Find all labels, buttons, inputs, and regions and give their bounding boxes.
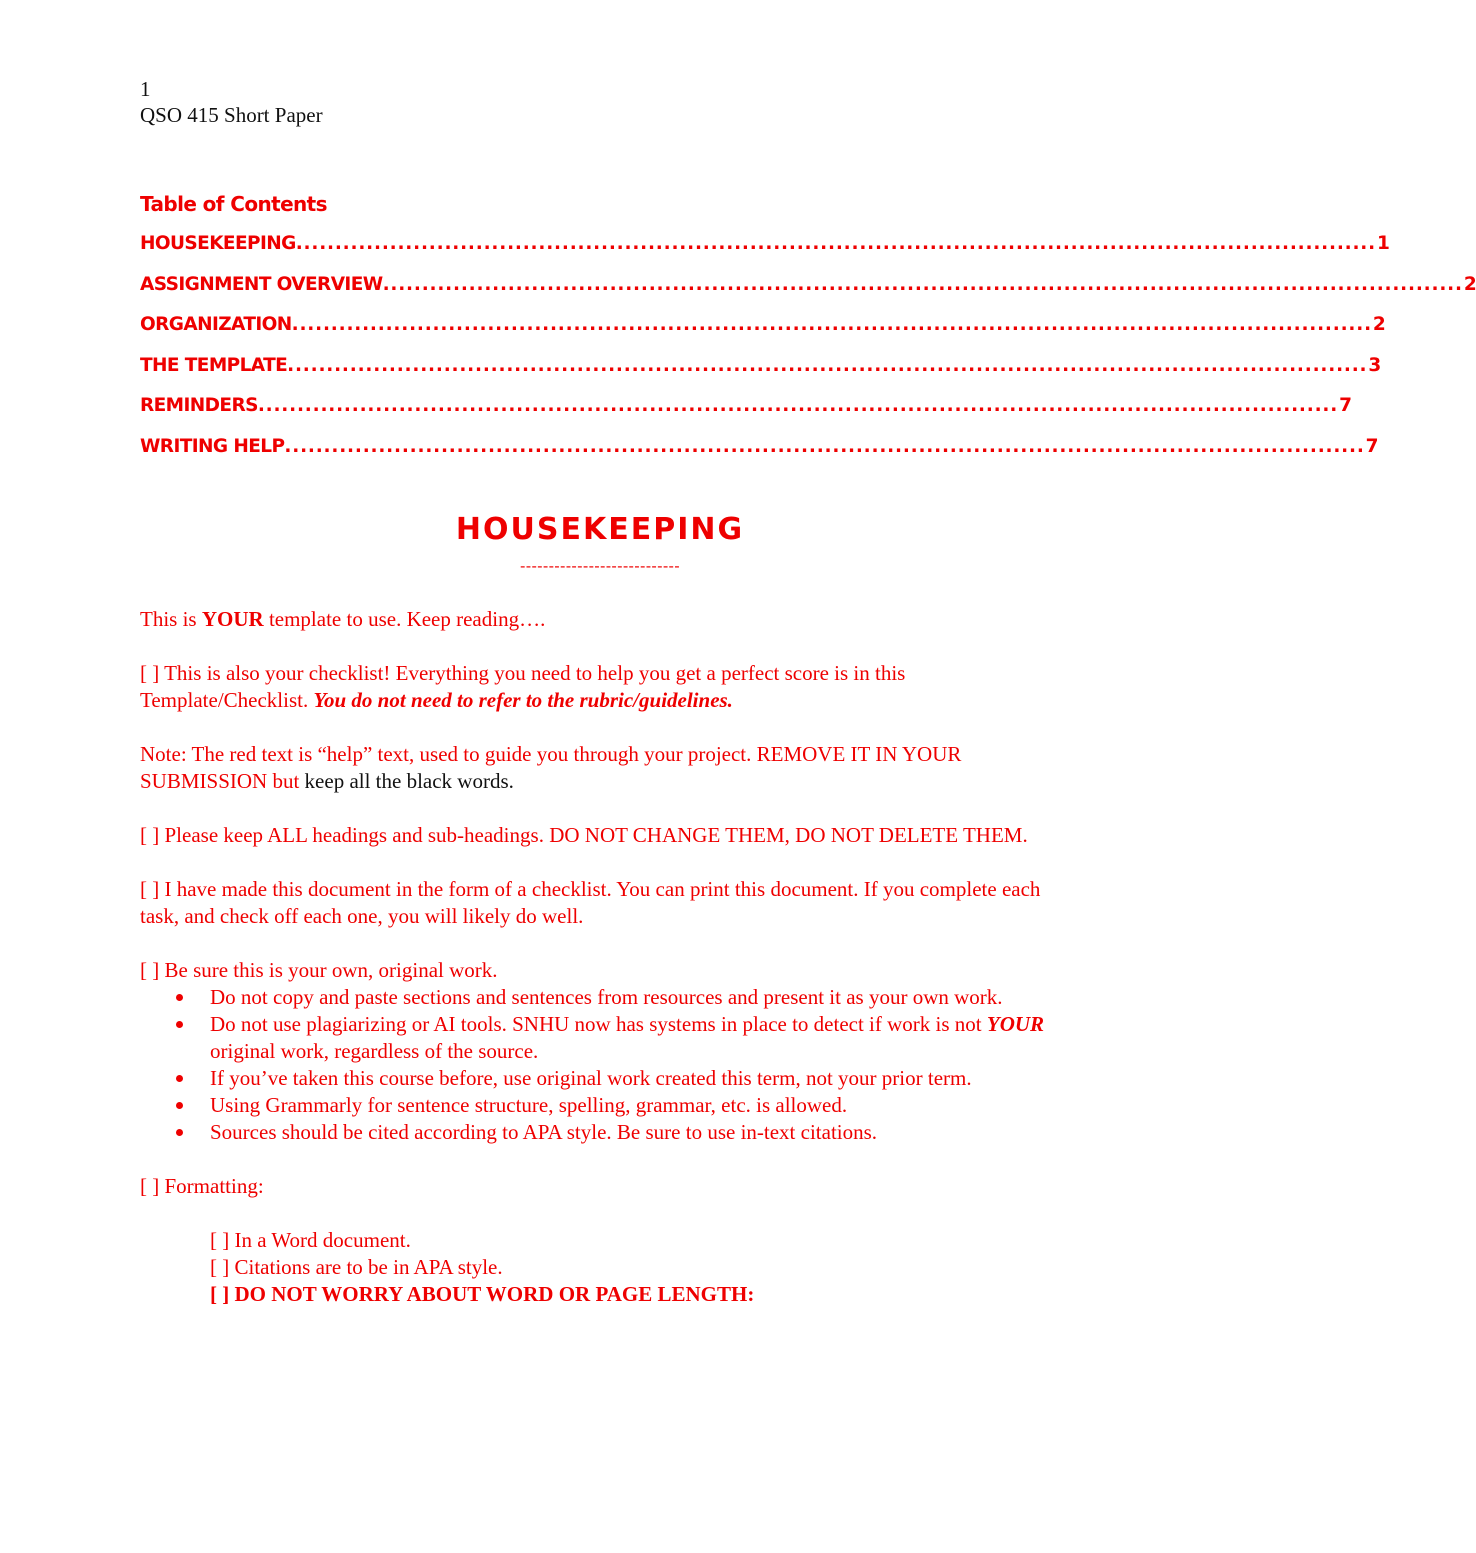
section-heading-rule: ----------------------------	[520, 557, 680, 575]
formatting-item-length: [ ] DO NOT WORRY ABOUT WORD OR PAGE LENGTH:	[210, 1282, 755, 1306]
toc-entry-label: REMINDERS	[140, 395, 258, 417]
toc-entry-label: THE TEMPLATE	[140, 354, 288, 376]
toc-entry-housekeeping[interactable]	[140, 233, 1390, 274]
paragraph-red-text-note: Note: The red text is “help” text, used to guide you through your project. REMOVE IT IN YOUR SUBMISSION but keep all the black words.	[140, 742, 962, 793]
running-title: QSO 415 Short Paper	[140, 103, 323, 127]
toc-entry-label: ORGANIZATION	[140, 314, 292, 336]
toc-entry-label: WRITING HELP	[140, 435, 285, 457]
list-item: Sources should be cited according to APA style. Be sure to use in-text citations.	[210, 1119, 1060, 1146]
page-number: 1	[140, 77, 151, 101]
paragraph-checklist-note: [ ] This is also your checklist! Everything you need to help you get a perfect score is in this Template/Checklist. You do not need to refer to the rubric/guidelines.	[140, 661, 906, 712]
table-of-contents	[140, 233, 1476, 477]
toc-entry-label: HOUSEKEEPING	[140, 233, 296, 254]
toc-leader-dots: ..........................................................................................................................................	[291, 314, 1372, 336]
checklist-item-print-document: [ ] I have made this document in the form of a checklist. You can print this document. If you complete each task, and check off each one, you will likely do well.	[140, 877, 1041, 928]
list-item: If you’ve taken this course before, use original work created this term, not your prior term.	[210, 1065, 1060, 1092]
toc-entry-page: 1	[1376, 233, 1390, 254]
toc-entry-reminders[interactable]	[140, 395, 1352, 436]
list-item: Do not copy and paste sections and sentences from resources and present it as your own work.	[210, 984, 1060, 1011]
toc-entry-page: 7	[1339, 395, 1352, 417]
toc-leader-dots: ..........................................................................................................................................	[382, 273, 1463, 295]
page-header	[140, 76, 323, 128]
toc-title: Table of Contents	[140, 192, 327, 216]
formatting-item-apa-citations: [ ] Citations are to be in APA style.	[210, 1255, 503, 1279]
toc-entry-page: 7	[1365, 435, 1378, 457]
toc-entry-page: 3	[1368, 354, 1381, 376]
toc-leader-dots: ..........................................................................................................................................	[257, 395, 1339, 417]
checklist-item-keep-headings: [ ] Please keep ALL headings and sub-headings. DO NOT CHANGE THEM, DO NOT DELETE THEM.	[140, 823, 1028, 847]
paragraph-template-intro: This is YOUR template to use. Keep reading….	[140, 607, 546, 631]
toc-entry-page: 2	[1372, 314, 1386, 336]
list-item: Do not use plagiarizing or AI tools. SNHU now has systems in place to detect if work is not YOUR original work, regardless of the source.	[210, 1011, 1060, 1065]
toc-entry-organization[interactable]	[140, 314, 1386, 355]
section-body	[140, 606, 1060, 1308]
toc-entry-writing-help[interactable]	[140, 435, 1378, 477]
toc-entry-the-template[interactable]	[140, 354, 1381, 396]
formatting-sublist	[140, 1227, 1060, 1308]
formatting-item-word-document: [ ] In a Word document.	[210, 1228, 411, 1252]
toc-entry-page: 2	[1463, 273, 1476, 295]
toc-leader-dots: ..........................................................................................................................................	[287, 354, 1368, 376]
toc-leader-dots: ..........................................................................................................................................	[284, 435, 1365, 457]
checklist-item-formatting: [ ] Formatting:	[140, 1174, 264, 1198]
toc-leader-dots: ..........................................................................................................................................	[295, 233, 1376, 254]
original-work-bullet-list	[140, 984, 1060, 1146]
section-heading: HOUSEKEEPING	[455, 512, 745, 547]
toc-entry-assignment-overview[interactable]	[140, 273, 1476, 315]
list-item: Using Grammarly for sentence structure, spelling, grammar, etc. is allowed.	[210, 1092, 1060, 1119]
toc-entry-label: ASSIGNMENT OVERVIEW	[140, 273, 383, 295]
checklist-item-original-work: [ ] Be sure this is your own, original work.	[140, 958, 498, 982]
